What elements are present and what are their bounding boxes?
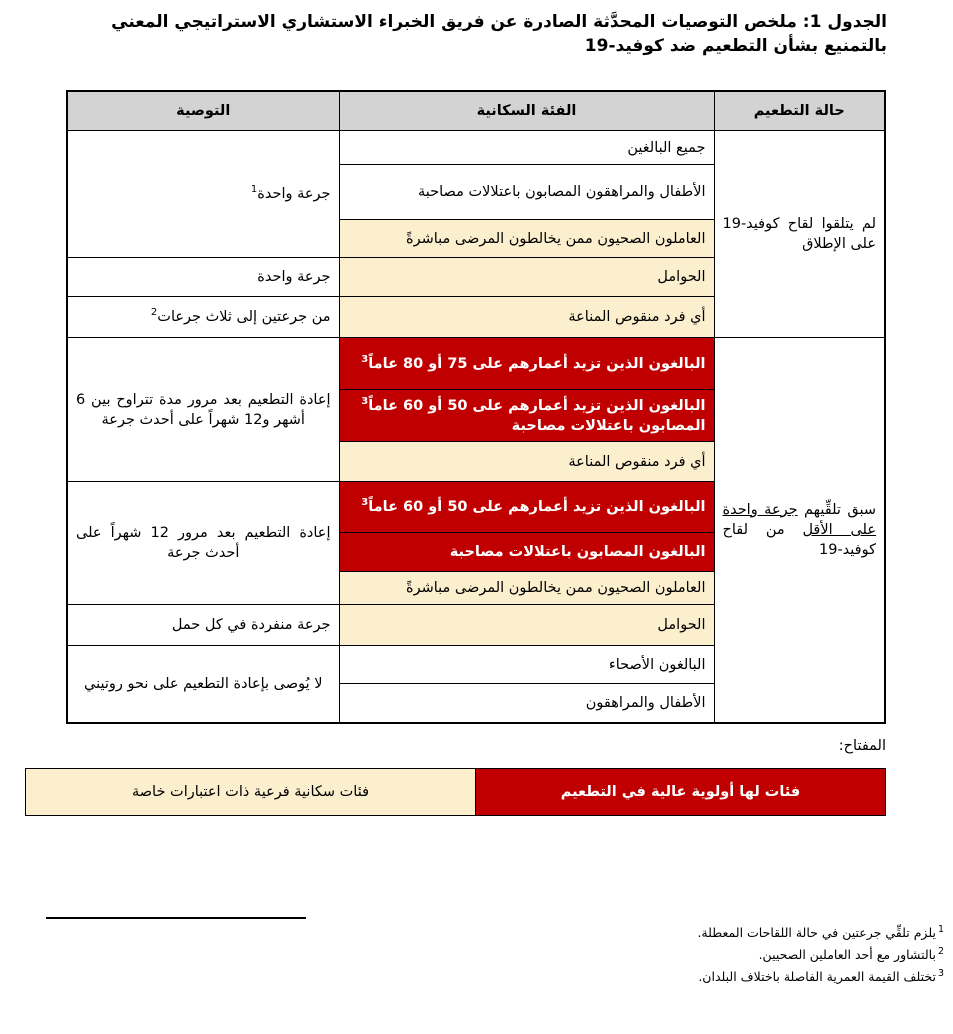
population-cell-immunocompromised: أي فرد منقوص المناعة — [339, 442, 714, 482]
recommendation-cell-one-dose: جرعة واحدة$^1$ — [67, 131, 339, 258]
status-cell-previously-vaccinated: سبق تلقِّيهم جرعة واحدة على الأقل من لقاح كوفيد-19 — [714, 338, 885, 723]
footnote-marker: 2 — [150, 307, 158, 319]
footnote-marker: 3 — [361, 353, 369, 365]
population-cell-all-adults: جميع البالغين — [339, 131, 714, 165]
population-cell-healthy-adults: البالغون الأصحاء — [339, 646, 714, 684]
footnote-marker: 1 — [250, 184, 258, 196]
population-cell-children-comorbidities: الأطفال والمراهقون المصابون باعتلالات مصاحبة — [339, 165, 714, 220]
footnote-marker: 3 — [361, 497, 369, 509]
table-title: الجدول 1: ملخص التوصيات المحدَّثة الصادرة عن فريق الخبراء الاستشاري الاستراتيجي المعني بالتمنيع بشأن التطعيم ضد كوفيد-19 — [111, 12, 887, 56]
population-cell-adults-50-60: البالغون الذين تزيد أعمارهم على 50 أو 60 عاماً$^3$ — [339, 482, 714, 533]
key-legend — [25, 768, 886, 816]
sage-recommendations-table — [66, 90, 886, 724]
population-cell-pregnant: الحوامل — [339, 605, 714, 646]
footnote-marker: 2 — [937, 945, 944, 957]
column-header-recommendation: التوصية — [67, 91, 339, 131]
population-cell-adults-50-60-comorbid: البالغون الذين تزيد أعمارهم على 50 أو 60 عاماً$^3$ المصابون باعتلالات مصاحبة — [339, 390, 714, 442]
key-label: المفتاح: — [838, 738, 886, 754]
table-row — [67, 131, 885, 165]
underlined-text: جرعة واحدة على الأقل — [722, 501, 877, 538]
status-cell-never-vaccinated: لم يتلقوا لقاح كوفيد-19 على الإطلاق — [714, 131, 885, 338]
population-cell-health-workers: العاملون الصحيون ممن يخالطون المرضى مباشرةً — [339, 572, 714, 605]
column-header-population-group: الفئة السكانية — [339, 91, 714, 131]
recommendation-cell-one-dose-pregnant: جرعة واحدة — [67, 258, 339, 297]
population-cell-immunocompromised: أي فرد منقوص المناعة — [339, 297, 714, 338]
recommendation-cell-two-three-doses: من جرعتين إلى ثلاث جرعات$^2$ — [67, 297, 339, 338]
footnote-marker: 3 — [361, 395, 369, 407]
column-header-vaccination-status: حالة التطعيم — [714, 91, 885, 131]
population-cell-children-adolescents: الأطفال والمراهقون — [339, 684, 714, 723]
table-row — [67, 338, 885, 390]
population-cell-health-workers: العاملون الصحيون ممن يخالطون المرضى مباشرةً — [339, 220, 714, 258]
recommendation-cell-revaccination-6-12-months: إعادة التطعيم بعد مرور مدة تتراوح بين 6 أشهر و12 شهراً على أحدث جرعة — [67, 338, 339, 482]
footnote: $^2$بالتشاور مع أحد العاملين الصحيين. — [758, 945, 944, 962]
footnote: $^3$تختلف القيمة العمرية الفاصلة باختلاف البلدان. — [698, 967, 944, 984]
recommendation-cell-no-routine-revaccination: لا يُوصى بإعادة التطعيم على نحو روتيني — [67, 646, 339, 723]
population-cell-pregnant: الحوامل — [339, 258, 714, 297]
footnotes — [444, 922, 944, 988]
header-row — [67, 91, 885, 131]
key-row — [26, 769, 886, 816]
population-cell-adults-75-80: البالغون الذين تزيد أعمارهم على 75 أو 80 عاماً$^3$ — [339, 338, 714, 390]
footnote: $^1$يلزم تلقِّي جرعتين في حالة اللقاحات المعطلة. — [697, 923, 944, 940]
key-high-priority: فئات لها أولوية عالية في التطعيم — [476, 769, 886, 816]
recommendation-cell-revaccination-12-months: إعادة التطعيم بعد مرور 12 شهراً على أحدث جرعة — [67, 482, 339, 605]
recommendation-cell-single-dose-pregnancy: جرعة منفردة في كل حمل — [67, 605, 339, 646]
population-cell-adults-comorbid: البالغون المصابون باعتلالات مصاحبة — [339, 533, 714, 572]
footnote-separator — [46, 917, 306, 919]
key-special-considerations: فئات سكانية فرعية ذات اعتبارات خاصة — [26, 769, 476, 816]
footnote-marker: 3 — [937, 967, 944, 979]
footnote-marker: 1 — [937, 923, 944, 935]
